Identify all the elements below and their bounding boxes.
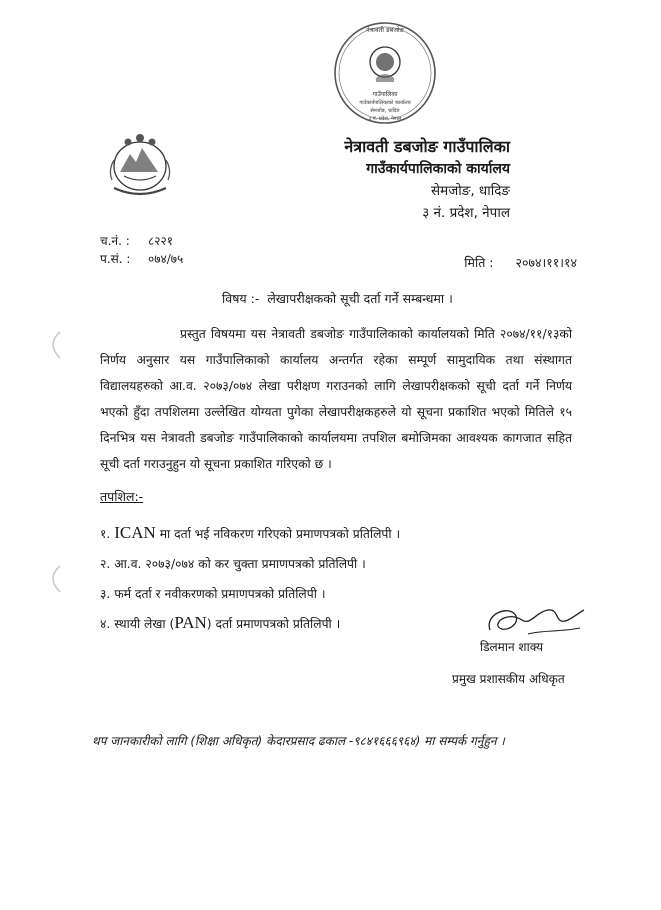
fiscal-year-label: प.सं. : xyxy=(100,252,131,266)
signatory-name: डिलमान शाक्य xyxy=(480,640,544,654)
subject-text: लेखापरीक्षकको सूची दर्ता गर्ने सम्बन्धमा । xyxy=(267,291,453,306)
list-item xyxy=(100,548,400,578)
item-text-emph: ICAN xyxy=(114,523,156,542)
item-text-post: मा दर्ता भई नविकरण गरिएको प्रमाणपत्रको प्रतिलिपी । xyxy=(155,527,401,541)
list-item xyxy=(100,578,400,608)
item-text-post: ) दर्ता प्रमाणपत्रको प्रतिलिपी । xyxy=(206,617,341,631)
details-heading: तपशिल:- xyxy=(100,489,144,504)
punch-hole-mark-icon xyxy=(42,330,64,360)
letter-date xyxy=(464,254,577,271)
body-paragraph: प्रस्तुत विषयमा यस नेत्रावती डबजोङ गाउँपालिकाको कार्यालयको मिति २०७४/११/१३को निर्णय अनुसार यस गाउँपालिकाको कार्यालय अन्तर्गत रहेका सम्पूर्ण सामुदायिक तथा संस्थागत विद्यालयहरुको आ.व. २०७३/०७४ लेखा परीक्षण गराउनको लागि लेखापरीक्षकको सूची दर्ता गर्ने निर्णय भएको हुँदा तपशिलमा उल्लेखित योग्यता पुगेका लेखापरीक्षकहरुले यो सूचना प्रकाशित भएको मितिले १५ दिनभित्र यस नेत्रावती डबजोङ गाउँपालिकाको कार्यालयमा तपशिल बमोजिमका आवश्यक कागजात सहित सूची दर्ता गराउनुहुन यो सूचना प्रकाशित गरिएको छ । xyxy=(100,327,572,471)
reference-block xyxy=(100,232,183,268)
office-seal xyxy=(330,18,440,128)
letter-number-row xyxy=(100,232,183,250)
item-number: ३. xyxy=(100,587,111,601)
seal-line4: सेमजोङ, धादिङ xyxy=(370,108,400,114)
office-address: सेमजोङ, धादिङ xyxy=(431,183,510,199)
date-value: २०७४।११।१४ xyxy=(515,255,577,270)
office-name: नेत्रावती डबजोङ गाउँपालिका xyxy=(344,137,510,156)
item-number: २. xyxy=(100,557,111,571)
item-text-pre: आ.व. २०७३/०७४ को कर चुक्ता प्रमाणपत्रको प्रतिलिपी । xyxy=(114,557,366,571)
item-text-pre: फर्म दर्ता र नवीकरणको प्रमाणपत्रको प्रतिलिपी । xyxy=(114,587,326,601)
letter-number-label: च.नं. : xyxy=(100,234,130,248)
subject-label: विषय :- xyxy=(222,291,260,306)
subject-line xyxy=(222,290,453,307)
item-number: ४. xyxy=(100,617,111,631)
list-item xyxy=(100,518,400,548)
letterhead xyxy=(250,136,510,224)
date-label: मिति : xyxy=(464,255,494,270)
seal-line1: नेत्रावती डबजोङ xyxy=(366,26,404,34)
punch-hole-mark-icon xyxy=(42,564,64,594)
nepal-emblem-icon xyxy=(100,130,180,204)
office-province: ३ नं. प्रदेश, नेपाल xyxy=(422,205,510,221)
item-text-pre: स्थायी लेखा ( xyxy=(114,617,175,631)
seal-line2: गाउँपालिका xyxy=(372,91,398,98)
letter-number-value: ८२२१ xyxy=(148,234,173,248)
contact-footer: थप जानकारीको लागि (शिक्षा अधिकृत) केदारप्रसाद ढकाल -९८४१६६६९६४) मा सम्पर्क गर्नुहुन । xyxy=(92,734,505,748)
seal-line5: ३ नं. प्रदेश, नेपाल xyxy=(368,116,402,122)
item-text-emph: PAN xyxy=(174,613,207,632)
office-sub-name: गाउँकार्यपालिकाको कार्यालय xyxy=(366,161,510,177)
list-item xyxy=(100,608,400,638)
seal-line3: गाउँकार्यपालिकाको कार्यालय xyxy=(359,100,411,106)
fiscal-year-row xyxy=(100,250,183,268)
signatory-position: प्रमुख प्रशासकीय अधिकृत xyxy=(452,672,565,686)
details-list xyxy=(100,518,400,638)
item-number: १. xyxy=(100,527,111,541)
fiscal-year-value: ०७४/७५ xyxy=(148,252,184,266)
